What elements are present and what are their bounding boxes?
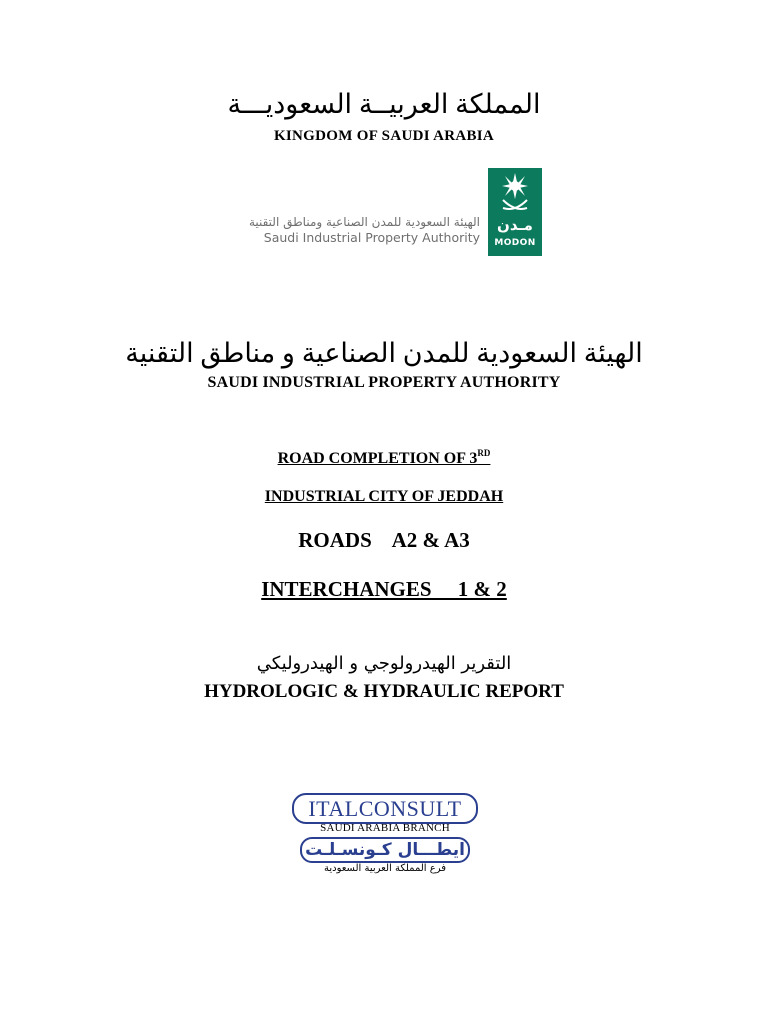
- english-report-title: HYDROLOGIC & HYDRAULIC REPORT: [204, 681, 564, 702]
- road-completion-text-wrap: [278, 450, 491, 467]
- italconsult-name: ITALCONSULT: [292, 793, 478, 824]
- italconsult-arabic-branch: فرع المملكة العربية السعودية: [323, 863, 447, 874]
- authority-logo-text: [249, 214, 480, 246]
- modon-english-label: MODON: [494, 238, 536, 248]
- road-completion-text: ROAD COMPLETION OF 3: [277, 450, 478, 467]
- italconsult-logo: [292, 793, 478, 883]
- italconsult-arabic-name: ايطـــال كـونسـلـت: [300, 837, 470, 863]
- palm-swords-emblem-icon: [495, 172, 535, 214]
- modon-arabic-label: مـدن: [497, 216, 533, 234]
- arabic-report-title: التقرير الهيدرولوجي و الهيدروليكي: [256, 653, 512, 674]
- arabic-kingdom-title: المملكة العربيــة السعوديـــة: [227, 89, 541, 119]
- authority-logo-english: Saudi Industrial Property Authority: [263, 230, 480, 245]
- project-line-road-completion: [0, 448, 768, 468]
- project-line-city: INDUSTRIAL CITY OF JEDDAH: [264, 488, 504, 505]
- ordinal-suffix: RD: [477, 448, 491, 458]
- project-line-interchanges: INTERCHANGES 1 & 2: [261, 577, 507, 601]
- authority-logo: [232, 168, 542, 260]
- kingdom-title: KINGDOM OF SAUDI ARABIA: [273, 128, 495, 144]
- modon-badge: [488, 168, 542, 256]
- authority-logo-arabic: الهيئة السعودية للمدن الصناعية ومناطق التقنية: [248, 215, 480, 229]
- english-authority-name: SAUDI INDUSTRIAL PROPERTY AUTHORITY: [207, 374, 561, 391]
- arabic-authority-name: الهيئة السعودية للمدن الصناعية و مناطق التقنية: [125, 338, 643, 368]
- italconsult-branch: SAUDI ARABIA BRANCH: [320, 822, 450, 834]
- project-line-roads: ROADS A2 & A3: [298, 528, 470, 552]
